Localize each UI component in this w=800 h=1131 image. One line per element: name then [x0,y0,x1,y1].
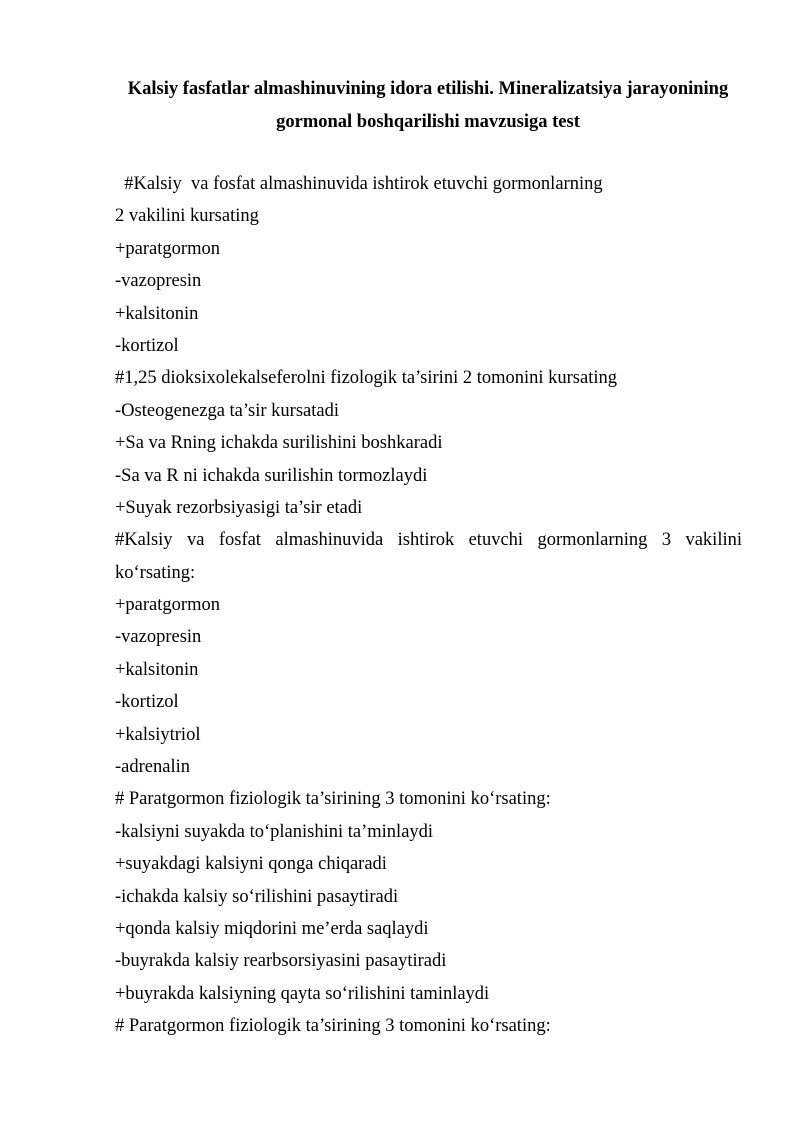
document-title [100,73,756,138]
answer-option: +paratgormon [115,238,220,259]
question-line: 2 vakilini kursating [115,206,259,227]
question-line: #1,25 dioksixolekalseferolni fizologik ta’sirini 2 tomonini kursating [115,368,618,389]
answer-option: -kortizol [115,335,179,356]
question-line: ko‘rsating: [115,562,196,583]
title-line-2: gormonal boshqarilishi mavzusiga test [276,111,580,132]
answer-option: +kalsitonin [115,303,199,324]
answer-option: -Osteogenezga ta’sir kursatadi [115,400,339,421]
question-line: #Kalsiy va fosfat almashinuvida ishtirok etuvchi gormonlarning 3 vakilini [115,530,742,551]
answer-option: -Sa va R ni ichakda surilishin tormozlaydi [115,465,428,486]
title-line-1: Kalsiy fasfatlar almashinuvining idora etilishi. Mineralizatsiya jarayonining [127,79,729,99]
answer-option: +qonda kalsiy miqdorini me’erda saqlaydi [115,918,429,939]
answer-option: +paratgormon [115,595,220,616]
answer-option: +suyakdagi kalsiyni qonga chiqaradi [115,854,387,875]
answer-option: +kalsitonin [115,659,199,680]
answer-option: -buyrakda kalsiy rearbsorsiyasini pasaytiradi [115,951,447,972]
answer-option: -adrenalin [115,757,190,778]
answer-option: +buyrakda kalsiyning qayta so‘rilishini taminlaydi [115,983,490,1004]
answer-option: -kalsiyni suyakda to‘planishini ta’minlaydi [115,821,434,842]
answer-option: +kalsiytriol [115,724,201,745]
answer-option: +Suyak rezorbsiyasigi ta’sir etadi [115,497,363,518]
test-content [115,168,742,1043]
answer-option: -kortizol [115,692,179,713]
answer-option: -vazopresin [115,627,202,648]
answer-option: +Sa va Rning ichakda surilishini boshkaradi [115,433,443,454]
answer-option: -vazopresin [115,271,202,292]
question-line: #Kalsiy va fosfat almashinuvida ishtirok etuvchi gormonlarning [115,174,603,194]
question-line: # Paratgormon fiziologik ta’sirining 3 tomonini ko‘rsating: [115,1016,551,1037]
answer-option: -ichakda kalsiy so‘rilishini pasaytiradi [115,886,399,907]
question-line: # Paratgormon fiziologik ta’sirining 3 tomonini ko‘rsating: [115,789,551,810]
